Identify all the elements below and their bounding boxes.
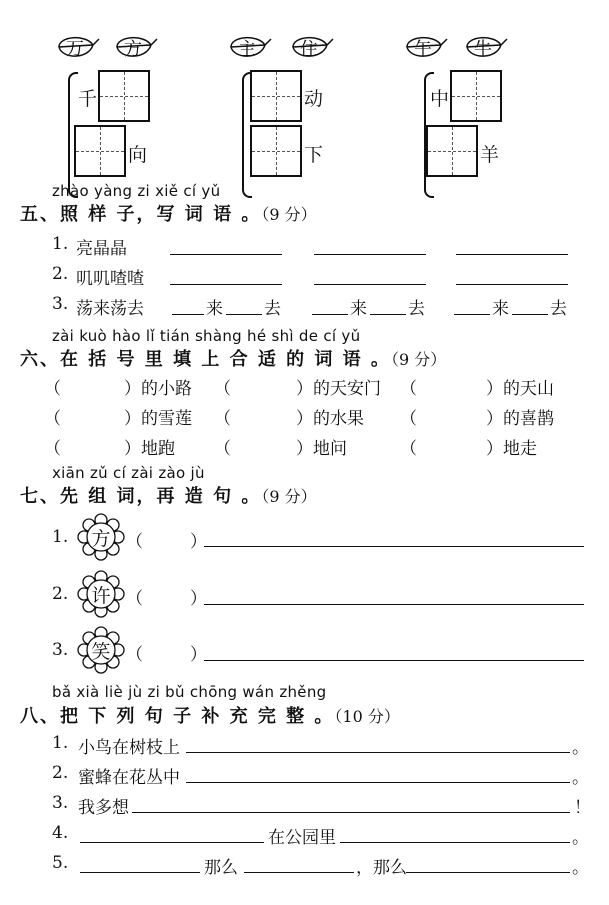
answer-blank[interactable] [314,284,426,285]
item-number: 4. [52,823,69,843]
sentence-end: ！ [574,798,591,818]
item-number: 5. [52,853,69,873]
leaf-char: 万 [66,39,84,60]
sentence-end: 。 [572,768,589,788]
sentence-start: 我多想 [78,798,129,818]
lai-char: 来 [350,299,367,319]
sentence-line[interactable] [204,546,584,547]
fill-item[interactable]: ）的小路 [124,379,192,399]
sentence-line[interactable] [80,842,264,843]
fill-item[interactable]: ）的喜鹊 [486,409,554,429]
fill-item[interactable]: ）地问 [296,439,347,459]
section5-title: 五、照 样 子，写 词 语 。 [20,204,262,225]
sentence-line[interactable] [80,872,200,873]
section8-score: （10 分） [334,707,400,726]
lai-char: 来 [492,299,509,319]
answer-blank[interactable] [512,314,548,315]
sentence-line[interactable] [132,812,570,813]
open-paren: （ [44,379,61,399]
sentence-end: 。 [572,858,589,878]
grid-char: 下 [304,144,324,166]
leaf-char-3 [228,32,272,62]
sentence-line[interactable] [204,604,584,605]
item-number: 1. [52,733,69,753]
open-paren: （ [126,532,143,552]
item-number: 1. [52,527,69,547]
answer-blank[interactable] [456,254,568,255]
sentence-middle: 那么 [204,858,238,878]
flower-char-2 [76,569,126,619]
flower-char: 许 [91,585,111,607]
grid-char: 动 [304,88,324,110]
grid-char: 向 [128,144,148,166]
open-paren: （ [214,379,231,399]
writing-grid[interactable] [250,70,302,122]
section7-title: 七、先 组 词，再 造 句 。 [20,486,262,507]
section7-score: （9 分） [261,487,317,506]
item-number: 2. [52,763,69,783]
leaf-char: 牛 [474,39,492,60]
grid-char: 羊 [480,144,500,166]
item-number: 1. [52,234,69,254]
section5-heading [20,200,317,226]
sentence-middle: ，那么 [356,858,407,878]
item-number: 3. [52,294,69,314]
answer-blank[interactable] [170,284,282,285]
flower-char: 方 [91,528,111,550]
answer-blank[interactable] [370,314,406,315]
section5-pinyin: zhào yàng zi xiě cí yǔ [52,182,221,200]
section6-pinyin: zài kuò hào lǐ tián shàng hé shì de cí yǔ [52,327,361,345]
open-paren: （ [44,439,61,459]
answer-blank[interactable] [312,314,348,315]
sentence-line[interactable] [406,872,570,873]
qu-char: 去 [550,299,567,319]
leaf-char-2 [114,32,158,62]
item-number: 2. [52,264,69,284]
example-word: 亮晶晶 [76,239,127,259]
answer-blank[interactable] [226,314,262,315]
leaf-char: 方 [124,39,142,60]
item-number: 3. [52,640,69,660]
open-paren: （ [400,439,417,459]
close-paren: ） [190,645,207,665]
open-paren: （ [214,409,231,429]
section6-heading [20,345,446,371]
answer-blank[interactable] [456,284,568,285]
open-paren: （ [126,645,143,665]
item-number: 2. [52,584,69,604]
section7-pinyin: xiān zǔ cí zài zào jù [52,464,205,482]
example-word: 叽叽喳喳 [76,269,144,289]
sentence-start: 小鸟在树枝上 [78,738,180,758]
sentence-end: 。 [572,738,589,758]
leaf-char-5 [404,32,448,62]
sentence-start: 蜜蜂在花丛中 [78,768,180,788]
section5-score: （9 分） [261,205,317,224]
qu-char: 去 [408,299,425,319]
flower-char-3 [76,625,126,675]
leaf-char-4 [290,32,334,62]
grid-char: 中 [430,88,450,110]
open-paren: （ [400,379,417,399]
fill-item[interactable]: ）的雪莲 [124,409,192,429]
leaf-char-6 [464,32,508,62]
flower-char-1 [76,512,126,562]
sentence-end: 。 [572,828,589,848]
section8-heading [20,702,400,728]
writing-grid[interactable] [98,70,150,122]
open-paren: （ [400,409,417,429]
answer-blank[interactable] [454,314,490,315]
sentence-line[interactable] [186,752,570,753]
close-paren: ） [190,589,207,609]
section6-title: 六、在 括 号 里 填 上 合 适 的 词 语 。 [20,349,391,370]
leaf-char-1 [56,32,100,62]
writing-grid[interactable] [450,70,502,122]
flower-char: 笑 [91,641,111,663]
fill-item[interactable]: ）地走 [486,439,537,459]
section6-score: （9 分） [390,350,447,369]
writing-grid[interactable] [426,125,478,177]
open-paren: （ [214,439,231,459]
sentence-line[interactable] [186,782,570,783]
leaf-char: 住 [300,39,318,60]
leaf-char: 主 [238,39,256,60]
qu-char: 去 [264,299,281,319]
answer-blank[interactable] [172,314,204,315]
fill-item[interactable]: ）的天安门 [296,379,381,399]
sentence-middle: 在公园里 [268,828,336,848]
fill-item[interactable]: ）地跑 [124,439,175,459]
leaf-char: 午 [414,39,432,60]
section8-pinyin: bǎ xià liè jù zi bǔ chōng wán zhěng [52,683,327,701]
close-paren: ） [190,532,207,552]
answer-blank[interactable] [314,254,426,255]
open-paren: （ [44,409,61,429]
writing-grid[interactable] [74,125,126,177]
answer-blank[interactable] [170,254,282,255]
open-paren: （ [126,589,143,609]
sentence-line[interactable] [204,660,584,661]
fill-item[interactable]: ）的水果 [296,409,364,429]
item-number: 3. [52,793,69,813]
example-word: 荡来荡去 [76,299,144,319]
section8-title: 八、把 下 列 句 子 补 充 完 整 。 [20,706,335,727]
grid-char: 千 [78,88,98,110]
sentence-line[interactable] [340,842,570,843]
sentence-line[interactable] [244,872,354,873]
writing-grid[interactable] [250,125,302,177]
lai-char: 来 [206,299,223,319]
section7-heading [20,482,317,508]
fill-item[interactable]: ）的天山 [486,379,554,399]
